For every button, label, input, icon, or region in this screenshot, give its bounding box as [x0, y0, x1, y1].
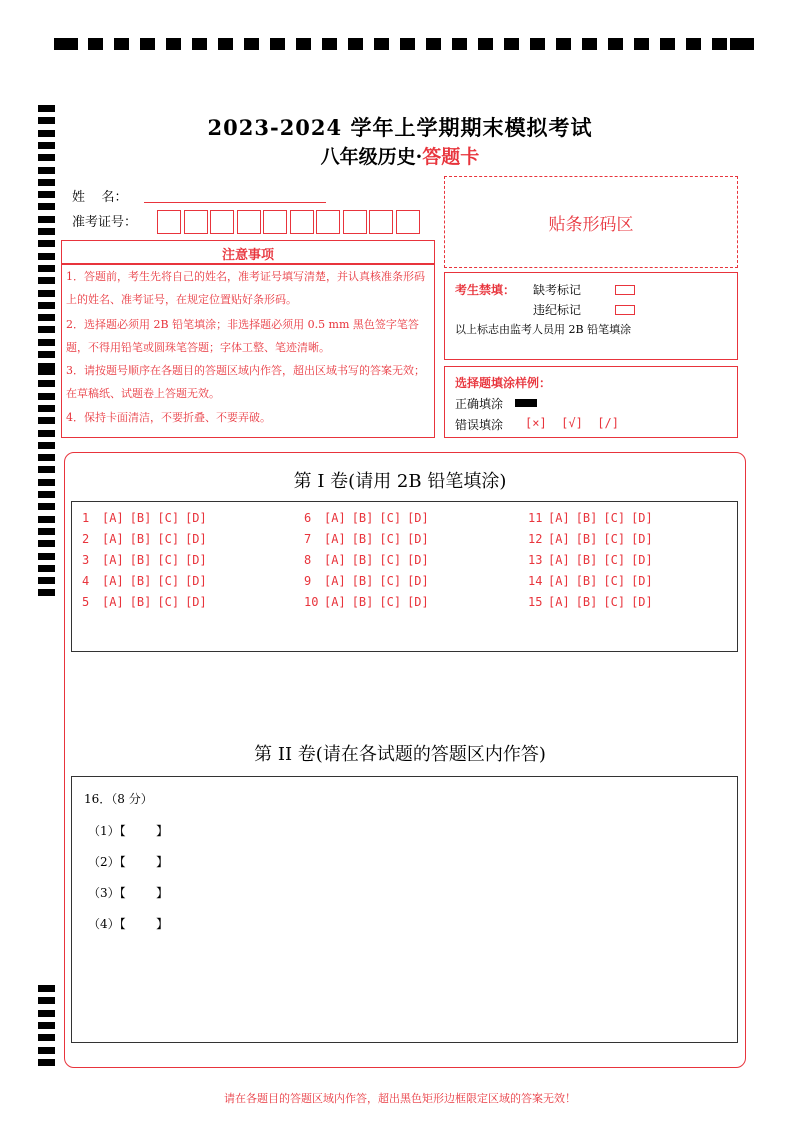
option-b-bubble[interactable]: [B] [575, 511, 598, 525]
notice-item-3: 3．请按题号顺序在各题目的答题区域内作答，超出区域书写的答案无效；在草稿纸、试题卷上答题无效。 [66, 364, 425, 400]
exam-title: 2023-2024 学年上学期期末模拟考试 [207, 115, 593, 140]
option-d-bubble[interactable]: [D] [631, 532, 653, 546]
sub-question-1[interactable]: （1）【 】 [88, 824, 169, 838]
top-mark [270, 38, 285, 50]
option-a-bubble[interactable]: [A] [324, 511, 346, 525]
left-mark [38, 454, 55, 461]
left-mark [38, 326, 55, 333]
option-a-bubble[interactable]: [A] [324, 532, 346, 546]
option-d-bubble[interactable]: [D] [407, 511, 429, 525]
left-mark [38, 540, 55, 547]
top-mark [504, 38, 519, 50]
question-number: 8 [304, 553, 312, 567]
option-b-bubble[interactable]: [B] [351, 595, 374, 609]
footer-warning: 请在各题目的答题区域内作答，超出黑色矩形边框限定区域的答案无效！ [224, 1092, 576, 1105]
top-mark [54, 38, 78, 50]
top-mark [218, 38, 233, 50]
left-mark [38, 503, 55, 510]
question-number: 14 [528, 574, 543, 588]
option-c-bubble[interactable]: [C] [379, 553, 402, 567]
top-mark [608, 38, 623, 50]
option-c-bubble[interactable]: [C] [603, 511, 626, 525]
option-c-bubble[interactable]: [C] [157, 574, 180, 588]
sample-box [444, 366, 738, 438]
wrong-fill-label: 错误填涂 [455, 418, 504, 432]
question-number: 3 [82, 553, 90, 567]
option-a-bubble[interactable]: [A] [548, 511, 570, 525]
left-mark [38, 339, 55, 346]
question-number: 4 [82, 574, 90, 588]
left-mark [38, 1047, 55, 1054]
choice-question-9 [304, 574, 429, 588]
option-c-bubble[interactable]: [C] [379, 532, 402, 546]
option-c-bubble[interactable]: [C] [603, 532, 626, 546]
option-b-bubble[interactable]: [B] [129, 553, 152, 567]
question-number: 12 [528, 532, 543, 546]
left-mark [38, 1010, 55, 1017]
left-mark [38, 430, 55, 437]
question-number: 11 [528, 511, 543, 525]
choice-question-1 [82, 511, 207, 525]
option-b-bubble[interactable]: [B] [575, 553, 598, 567]
option-b-bubble[interactable]: [B] [129, 574, 152, 588]
top-mark [166, 38, 181, 50]
left-mark [38, 265, 55, 272]
option-c-bubble[interactable]: [C] [379, 595, 402, 609]
notice-header: 注意事项 [221, 248, 274, 263]
choice-question-11 [528, 511, 653, 525]
left-mark [38, 314, 55, 321]
choice-question-13 [528, 553, 653, 567]
barcode-area [444, 176, 738, 268]
option-a-bubble[interactable]: [A] [102, 553, 124, 567]
option-b-bubble[interactable]: [B] [351, 574, 374, 588]
violation-mark-box[interactable] [615, 305, 635, 315]
option-b-bubble[interactable]: [B] [129, 595, 152, 609]
option-b-bubble[interactable]: [B] [129, 532, 152, 546]
top-mark [452, 38, 467, 50]
id-digit-box[interactable] [290, 210, 314, 234]
notice-item-2: 2．选择题必须用 2B 铅笔填涂；非选择题必须用 0.5 mm 黑色签字笔答题，不得用铅笔或圆珠笔答题；字体工整、笔迹清晰。 [66, 318, 419, 354]
option-d-bubble[interactable]: [D] [185, 574, 207, 588]
choice-question-14 [528, 574, 653, 588]
id-digit-box[interactable] [343, 210, 367, 234]
top-mark [140, 38, 155, 50]
option-a-bubble[interactable]: [A] [548, 574, 570, 588]
left-mark [38, 405, 55, 412]
correct-fill-label: 正确填涂 [455, 397, 504, 411]
option-d-bubble[interactable]: [D] [407, 595, 429, 609]
option-a-bubble[interactable]: [A] [324, 595, 346, 609]
option-d-bubble[interactable]: [D] [631, 574, 653, 588]
left-mark [38, 191, 55, 198]
wrong-mark-check: [√] [561, 416, 583, 430]
left-mark [38, 589, 55, 596]
option-a-bubble[interactable]: [A] [102, 595, 124, 609]
id-digit-box[interactable] [316, 210, 340, 234]
sub-question-4[interactable]: （4）【 】 [88, 917, 169, 931]
top-mark [478, 38, 493, 50]
top-mark [556, 38, 571, 50]
barcode-label: 贴条形码区 [548, 215, 634, 235]
part2-answer-box[interactable] [71, 776, 738, 1043]
forbidden-note: 以上标志由监考人员用 2B 铅笔填涂 [455, 323, 632, 336]
id-digit-box[interactable] [210, 210, 234, 234]
left-mark [38, 228, 55, 235]
option-b-bubble[interactable]: [B] [129, 511, 152, 525]
option-b-bubble[interactable]: [B] [575, 595, 598, 609]
option-d-bubble[interactable]: [D] [407, 553, 429, 567]
question-number: 13 [528, 553, 543, 567]
top-mark [730, 38, 754, 50]
left-mark [38, 985, 55, 992]
top-mark [374, 38, 389, 50]
sub-question-3[interactable]: （3）【 】 [88, 886, 169, 900]
left-mark [38, 351, 55, 358]
name-input-line[interactable] [144, 202, 326, 203]
option-c-bubble[interactable]: [C] [603, 595, 626, 609]
top-mark [400, 38, 415, 50]
left-mark [38, 417, 55, 424]
top-mark [530, 38, 545, 50]
choice-question-8 [304, 553, 429, 567]
left-mark [38, 528, 55, 535]
exam-subtitle [0, 142, 800, 169]
option-a-bubble[interactable]: [A] [324, 574, 346, 588]
question-number: 5 [82, 595, 90, 609]
question-number: 7 [304, 532, 312, 546]
left-mark [38, 393, 55, 400]
option-b-bubble[interactable]: [B] [575, 532, 598, 546]
option-a-bubble[interactable]: [A] [324, 553, 346, 567]
option-c-bubble[interactable]: [C] [603, 574, 626, 588]
top-mark [114, 38, 129, 50]
option-d-bubble[interactable]: [D] [185, 532, 207, 546]
option-a-bubble[interactable]: [A] [102, 532, 124, 546]
id-digit-box[interactable] [237, 210, 261, 234]
top-mark [426, 38, 441, 50]
choice-question-4 [82, 574, 207, 588]
left-mark [38, 105, 55, 112]
notice-header-box [61, 240, 435, 264]
id-label: 准考证号： [72, 215, 138, 230]
top-mark [192, 38, 207, 50]
choice-question-15 [528, 595, 653, 609]
option-c-bubble[interactable]: [C] [157, 511, 180, 525]
option-c-bubble[interactable]: [C] [157, 553, 180, 567]
option-b-bubble[interactable]: [B] [351, 553, 374, 567]
left-mark [38, 516, 55, 523]
subtitle-subject: 八年级历史· [320, 146, 423, 168]
subtitle-answer-sheet: 答题卡 [422, 146, 480, 168]
forbidden-box [444, 272, 738, 360]
correct-fill-sample [515, 399, 537, 407]
option-c-bubble[interactable]: [C] [603, 553, 626, 567]
id-digit-box[interactable] [184, 210, 208, 234]
option-a-bubble[interactable]: [A] [102, 511, 124, 525]
choice-question-5 [82, 595, 207, 609]
option-d-bubble[interactable]: [D] [185, 595, 207, 609]
left-mark [38, 577, 55, 584]
wrong-mark-slash: [/] [597, 416, 619, 430]
top-mark [582, 38, 597, 50]
left-mark [38, 302, 55, 309]
option-b-bubble[interactable]: [B] [351, 511, 374, 525]
option-d-bubble[interactable]: [D] [407, 532, 429, 546]
option-d-bubble[interactable]: [D] [631, 553, 653, 567]
wrong-fill-samples [525, 416, 619, 430]
left-mark [38, 565, 55, 572]
name-label: 姓 名： [72, 190, 128, 205]
choice-question-3 [82, 553, 207, 567]
left-mark [38, 290, 55, 297]
top-mark [686, 38, 701, 50]
violation-mark-label: 违纪标记 [533, 303, 582, 317]
option-b-bubble[interactable]: [B] [351, 532, 374, 546]
question-number: 10 [304, 595, 319, 609]
part2-title: 第 II 卷(请在各试题的答题区内作答) [254, 744, 546, 765]
question-number: 9 [304, 574, 312, 588]
choice-question-6 [304, 511, 429, 525]
id-digit-box[interactable] [263, 210, 287, 234]
top-mark [88, 38, 103, 50]
left-mark [38, 216, 55, 223]
left-mark [38, 253, 55, 260]
top-mark [348, 38, 363, 50]
notice-item-1: 1．答题前，考生先将自己的姓名，准考证号填写清楚，并认真核准条形码上的姓名、准考证号，在规定位置贴好条形码。 [66, 270, 425, 306]
option-d-bubble[interactable]: [D] [185, 553, 207, 567]
choice-question-2 [82, 532, 207, 546]
left-mark [38, 997, 55, 1004]
option-a-bubble[interactable]: [A] [548, 553, 570, 567]
left-mark [38, 368, 55, 375]
sample-header: 选择题填涂样例： [455, 376, 552, 390]
left-mark [38, 179, 55, 186]
id-digit-box[interactable] [157, 210, 181, 234]
top-mark [322, 38, 337, 50]
option-d-bubble[interactable]: [D] [631, 595, 653, 609]
top-mark [712, 38, 727, 50]
choice-question-12 [528, 532, 653, 546]
absent-mark-box[interactable] [615, 285, 635, 295]
left-mark [38, 203, 55, 210]
left-mark [38, 553, 55, 560]
option-b-bubble[interactable]: [B] [575, 574, 598, 588]
question-number: 15 [528, 595, 543, 609]
option-d-bubble[interactable]: [D] [631, 511, 653, 525]
question-number: 1 [82, 511, 90, 525]
option-c-bubble[interactable]: [C] [379, 574, 402, 588]
sub-question-2[interactable]: （2）【 】 [88, 855, 169, 869]
left-mark [38, 1059, 55, 1066]
option-d-bubble[interactable]: [D] [185, 511, 207, 525]
option-c-bubble[interactable]: [C] [157, 595, 180, 609]
left-mark [38, 380, 55, 387]
notice-item-4: 4．保持卡面清洁，不要折叠、不要弄破。 [66, 411, 271, 424]
option-d-bubble[interactable]: [D] [407, 574, 429, 588]
question-16-header: 16．（8 分） [84, 792, 153, 806]
question-number: 2 [82, 532, 90, 546]
option-c-bubble[interactable]: [C] [157, 532, 180, 546]
option-a-bubble[interactable]: [A] [102, 574, 124, 588]
top-mark [296, 38, 311, 50]
left-mark [38, 1034, 55, 1041]
forbidden-label: 考生禁填： [455, 283, 516, 297]
absent-mark-label: 缺考标记 [533, 283, 582, 297]
option-a-bubble[interactable]: [A] [548, 532, 570, 546]
top-mark [634, 38, 649, 50]
left-mark [38, 1022, 55, 1029]
left-mark [38, 442, 55, 449]
id-digit-box[interactable] [369, 210, 393, 234]
option-a-bubble[interactable]: [A] [548, 595, 570, 609]
top-mark [244, 38, 259, 50]
choice-question-10 [304, 595, 429, 609]
option-c-bubble[interactable]: [C] [379, 511, 402, 525]
choice-question-7 [304, 532, 429, 546]
top-mark [660, 38, 675, 50]
wrong-mark-cross: [×] [525, 416, 547, 430]
question-number: 6 [304, 511, 312, 525]
id-digit-box[interactable] [396, 210, 420, 234]
left-mark [38, 240, 55, 247]
left-mark [38, 277, 55, 284]
part1-title: 第 I 卷(请用 2B 铅笔填涂) [293, 471, 507, 492]
